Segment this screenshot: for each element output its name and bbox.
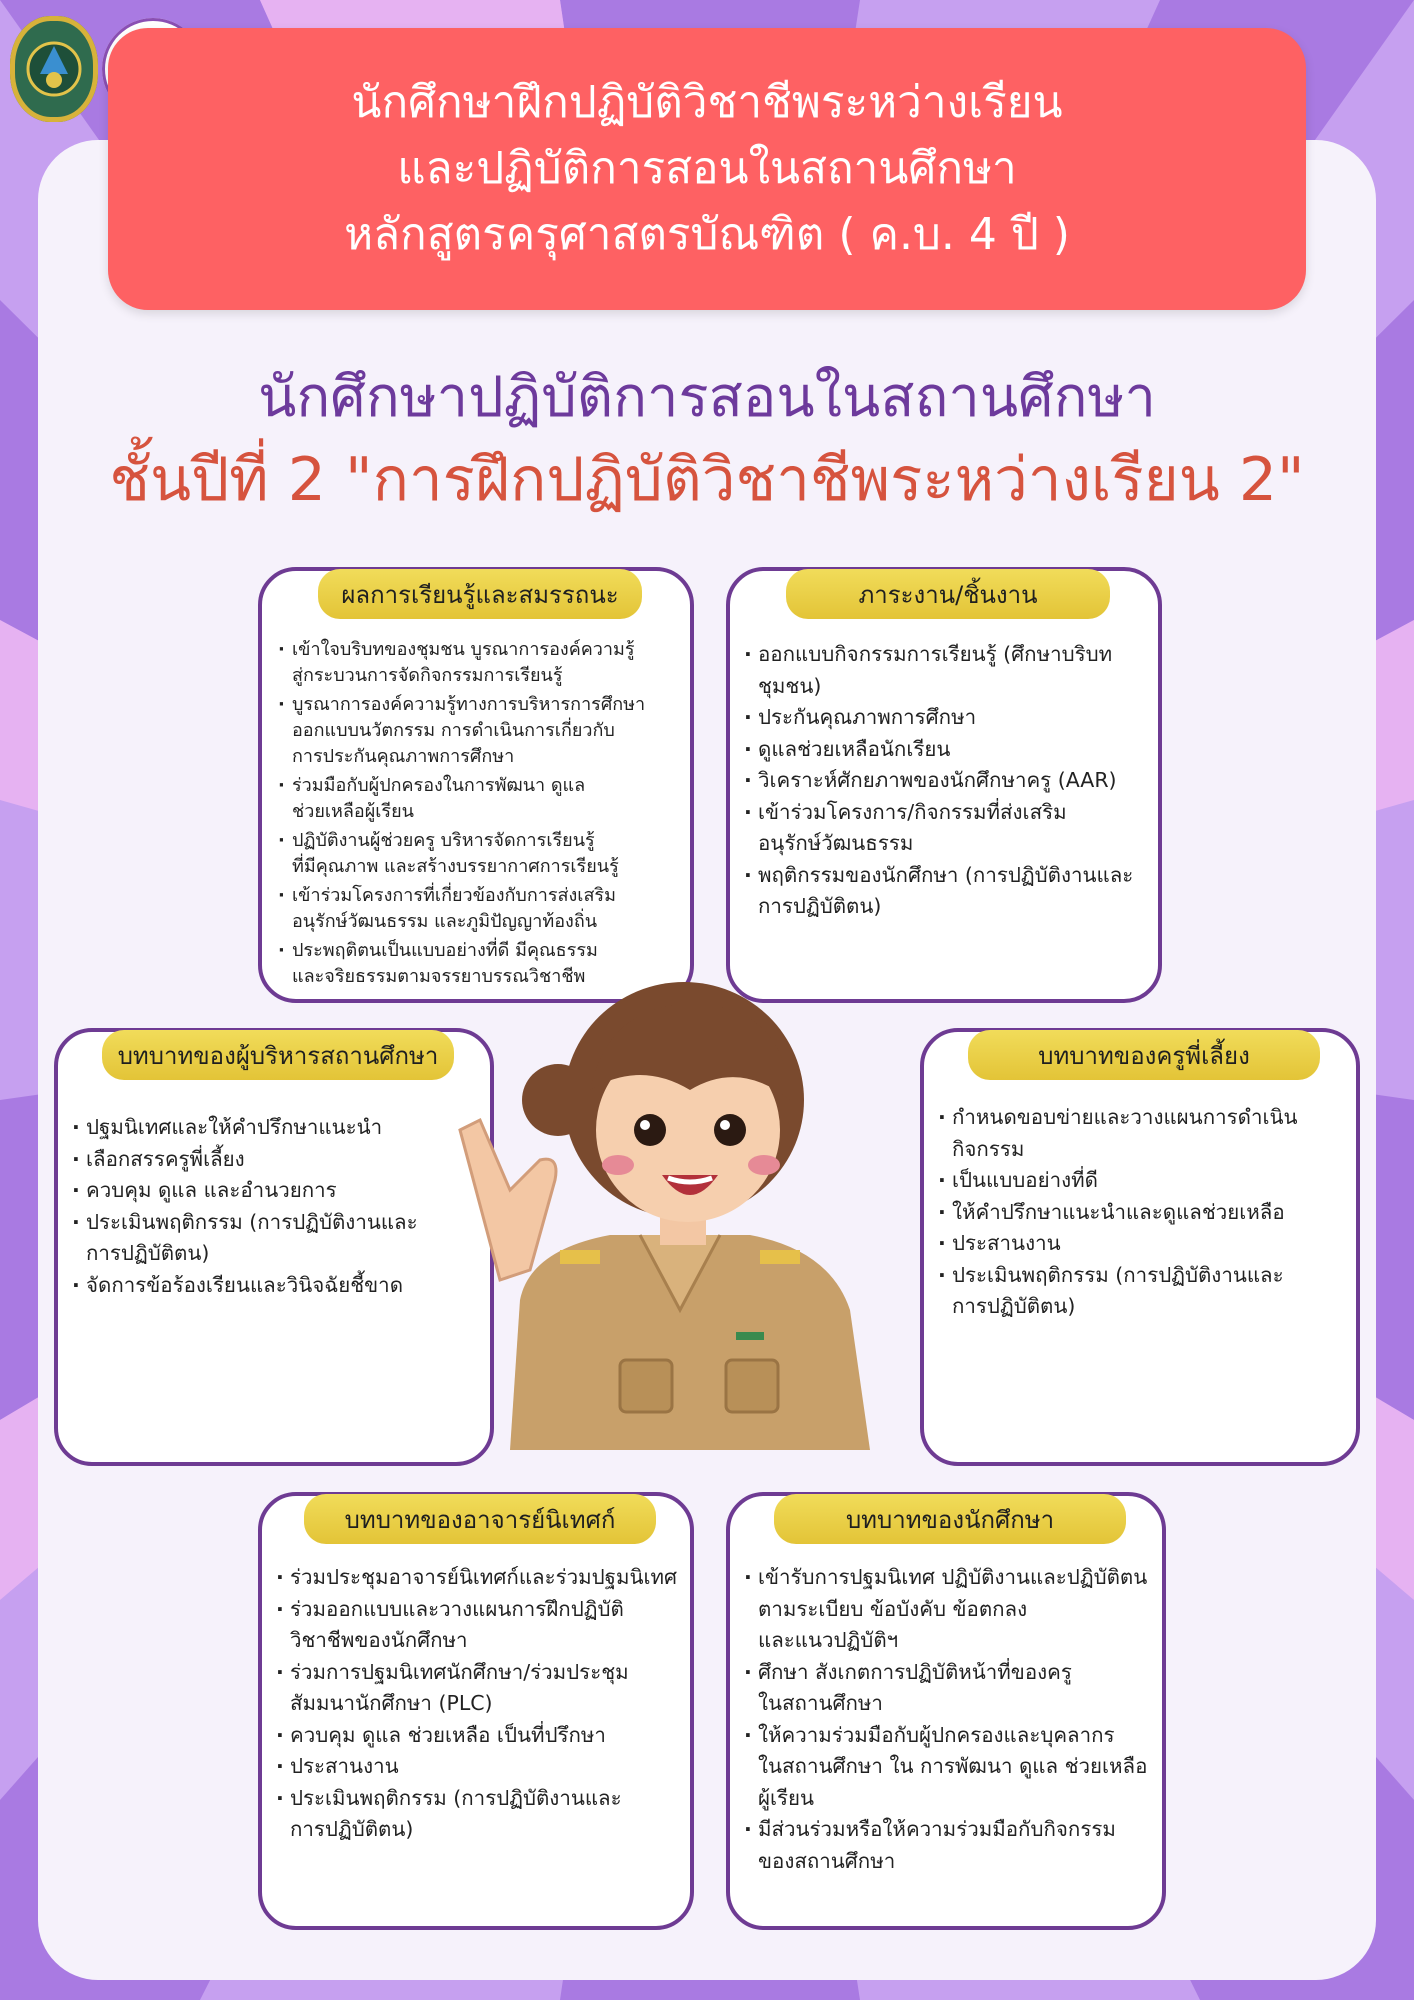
- list-item-line: · ดูแลช่วยเหลือนักเรียน: [758, 736, 951, 761]
- list-item: [744, 639, 1133, 702]
- card-title-supervisor-role: บทบาทของอาจารย์นิเทศก์: [304, 1494, 656, 1544]
- list-item-line: และแนวปฏิบัติฯ: [758, 1628, 899, 1652]
- list-item: [744, 860, 1133, 923]
- card-title-mentor-role: บทบาทของครูพี่เลี้ยง: [968, 1030, 1320, 1080]
- list-item-line: · ประเมินพฤติกรรม (การปฏิบัติงานและ: [952, 1262, 1284, 1287]
- list-learning-outcomes: [278, 637, 645, 993]
- list-item-line: · ร่วมออกแบบและวางแผนการฝึกปฏิบัติ: [290, 1596, 624, 1621]
- list-item-line: · ประสานงาน: [952, 1231, 1061, 1255]
- card-title-learning-outcomes: ผลการเรียนรู้และสมรรถนะ: [318, 569, 642, 619]
- list-item-line: · กำหนดขอบข่ายและวางแผนการดำเนิน: [952, 1105, 1298, 1129]
- list-item: [744, 1814, 1147, 1877]
- header-title-line-1: นักศึกษาฝึกปฏิบัติวิชาชีพระหว่างเรียน: [351, 77, 1063, 128]
- list-item-line: · ประเมินพฤติกรรม (การปฏิบัติงานและ: [86, 1209, 418, 1234]
- list-item-line: การปฏิบัติตน): [758, 894, 882, 918]
- list-item: [72, 1207, 418, 1270]
- list-item-line: อนุรักษ์วัฒนธรรม: [758, 831, 914, 855]
- list-student-role: [744, 1562, 1147, 1877]
- list-item-line: ในสถานศึกษา: [758, 1691, 883, 1715]
- list-item-line: · ประกันคุณภาพการศึกษา: [758, 705, 977, 729]
- teacher-cartoon-illustration: [440, 980, 920, 1470]
- list-item-line: · วิเคราะห์ศักยภาพของนักศึกษาครู (AAR): [758, 768, 1117, 792]
- list-item-line: กิจกรรม: [952, 1136, 1025, 1161]
- list-item-line: · เลือกสรรครูพี่เลี้ยง: [86, 1146, 245, 1171]
- card-student-role: [726, 1492, 1166, 1930]
- list-item-line: · ปฏิบัติงานผู้ช่วยครู บริหารจัดการเรียนรู้: [292, 830, 595, 851]
- university-seal-icon: [10, 16, 98, 122]
- list-item: [278, 773, 645, 825]
- list-item-line: · ประสานงาน: [290, 1754, 399, 1778]
- list-item: [276, 1562, 677, 1594]
- card-learning-outcomes: [258, 567, 694, 1003]
- list-item-line: และจริยธรรมตามจรรยาบรรณวิชาชีพ: [292, 966, 586, 987]
- list-item-line: การปฏิบัติตน): [86, 1241, 210, 1265]
- list-admin-role: [72, 1112, 418, 1301]
- card-title-admin-role: บทบาทของผู้บริหารสถานศึกษา: [102, 1030, 454, 1080]
- list-item-line: · ให้คำปรึกษาแนะนำและดูแลช่วยเหลือ: [952, 1199, 1285, 1224]
- header-title-line-2: และปฏิบัติการสอนในสถานศึกษา: [397, 143, 1017, 194]
- list-item: [744, 765, 1133, 797]
- list-item: [744, 1562, 1147, 1657]
- list-item: [938, 1260, 1298, 1323]
- card-supervisor-role: [258, 1492, 694, 1930]
- list-item-line: · มีส่วนร่วมหรือให้ความร่วมมือกับกิจกรรม: [758, 1817, 1116, 1841]
- list-item-line: · ร่วมมือกับผู้ปกครองในการพัฒนา ดูแล: [292, 775, 586, 796]
- list-item: [938, 1165, 1298, 1197]
- list-item: [938, 1197, 1298, 1229]
- list-item-line: · เข้าร่วมโครงการ/กิจกรรมที่ส่งเสริม: [758, 799, 1067, 824]
- list-item-line: · ร่วมประชุมอาจารย์นิเทศก์และร่วมปฐมนิเทศ: [290, 1565, 678, 1589]
- list-item-line: อนุรักษ์วัฒนธรรม และภูมิปัญญาท้องถิ่น: [292, 911, 598, 932]
- list-item: [72, 1112, 418, 1144]
- list-item-line: · ศึกษา สังเกตการปฏิบัติหน้าที่ของครู: [758, 1659, 1072, 1684]
- subtitle-line-1: นักศึกษาปฏิบัติการสอนในสถานศึกษา: [258, 365, 1156, 430]
- list-item-line: ออกแบบนวัตกรรม การดำเนินการเกี่ยวกับ: [292, 720, 615, 741]
- list-supervisor-role: [276, 1562, 677, 1846]
- list-item: [938, 1228, 1298, 1260]
- list-item-line: ผู้เรียน: [758, 1785, 815, 1810]
- card-title-student-role: บทบาทของนักศึกษา: [774, 1494, 1126, 1544]
- list-item: [744, 1657, 1147, 1720]
- list-item: [744, 797, 1133, 860]
- list-mentor-role: [938, 1102, 1298, 1323]
- list-item: [278, 637, 645, 689]
- list-item-line: สู่กระบวนการจัดกิจกรรมการเรียนรู้: [292, 665, 563, 686]
- list-item: [72, 1175, 418, 1207]
- card-title-tasks: ภาระงาน/ชิ้นงาน: [786, 569, 1110, 619]
- list-item-line: ของสถานศึกษา: [758, 1848, 896, 1873]
- list-item-line: · บูรณาการองค์ความรู้ทางการบริหารการศึกษา: [292, 694, 646, 715]
- list-item: [278, 692, 645, 770]
- list-item-line: · ปฐมนิเทศและให้คำปรึกษาแนะนำ: [86, 1115, 383, 1139]
- list-item: [276, 1751, 677, 1783]
- list-item-line: การปฏิบัติตน): [952, 1294, 1076, 1318]
- list-item: [938, 1102, 1298, 1165]
- list-item-line: · ออกแบบกิจกรรมการเรียนรู้ (ศึกษาบริบท: [758, 642, 1113, 666]
- list-item-line: · ควบคุม ดูแล และอำนวยการ: [86, 1178, 337, 1202]
- list-item-line: · เข้าใจบริบทของชุมชน บูรณาการองค์ความรู้: [292, 639, 635, 660]
- list-item: [278, 828, 645, 880]
- list-item-line: · เข้าร่วมโครงการที่เกี่ยวข้องกับการส่งเสริม: [292, 885, 616, 906]
- list-item-line: · ควบคุม ดูแล ช่วยเหลือ เป็นที่ปรึกษา: [290, 1722, 606, 1747]
- card-mentor-role: [920, 1028, 1360, 1466]
- list-item-line: · เข้ารับการปฐมนิเทศ ปฏิบัติงานและปฏิบัติตน: [758, 1565, 1148, 1589]
- subtitle-line-2: ชั้นปีที่ 2 "การฝึกปฏิบัติวิชาชีพระหว่างเรียน 2": [109, 445, 1305, 515]
- list-item: [276, 1720, 677, 1752]
- list-item-line: ในสถานศึกษา ใน การพัฒนา ดูแล ช่วยเหลือ: [758, 1754, 1148, 1778]
- list-item-line: · เป็นแบบอย่างที่ดี: [952, 1168, 1098, 1192]
- header-banner: [108, 28, 1306, 310]
- list-item-line: ชุมชน): [758, 673, 822, 698]
- list-item-line: ช่วยเหลือผู้เรียน: [292, 801, 414, 822]
- list-item-line: · พฤติกรรมของนักศึกษา (การปฏิบัติงานและ: [758, 862, 1134, 887]
- list-item-line: · ประเมินพฤติกรรม (การปฏิบัติงานและ: [290, 1785, 622, 1810]
- list-item: [276, 1657, 677, 1720]
- list-item: [276, 1594, 677, 1657]
- list-item-line: · ร่วมการปฐมนิเทศนักศึกษา/ร่วมประชุม: [290, 1659, 629, 1684]
- list-item: [72, 1144, 418, 1176]
- card-tasks: [726, 567, 1162, 1003]
- list-tasks: [744, 639, 1133, 923]
- list-item: [744, 702, 1133, 734]
- list-item: [278, 883, 645, 935]
- list-item-line: การประกันคุณภาพการศึกษา: [292, 746, 515, 767]
- list-item-line: วิชาชีพของนักศึกษา: [290, 1628, 468, 1652]
- list-item-line: ที่มีคุณภาพ และสร้างบรรยากาศการเรียนรู้: [292, 856, 619, 877]
- list-item: [276, 1783, 677, 1846]
- list-item-line: สัมมนานักศึกษา (PLC): [290, 1691, 493, 1715]
- list-item: [744, 734, 1133, 766]
- list-item: [744, 1720, 1147, 1815]
- list-item-line: การปฏิบัติตน): [290, 1817, 414, 1841]
- card-admin-role: [54, 1028, 494, 1466]
- list-item-line: ตามระเบียบ ข้อบังคับ ข้อตกลง: [758, 1596, 1028, 1621]
- list-item-line: · ประพฤติตนเป็นแบบอย่างที่ดี มีคุณธรรม: [292, 940, 598, 961]
- list-item-line: · จัดการข้อร้องเรียนและวินิจฉัยชี้ขาด: [86, 1272, 404, 1297]
- list-item: [72, 1270, 418, 1302]
- header-title-line-3: หลักสูตรครุศาสตรบัณฑิต ( ค.บ. 4 ปี ): [344, 209, 1070, 260]
- list-item-line: · ให้ความร่วมมือกับผู้ปกครองและบุคลากร: [758, 1722, 1115, 1747]
